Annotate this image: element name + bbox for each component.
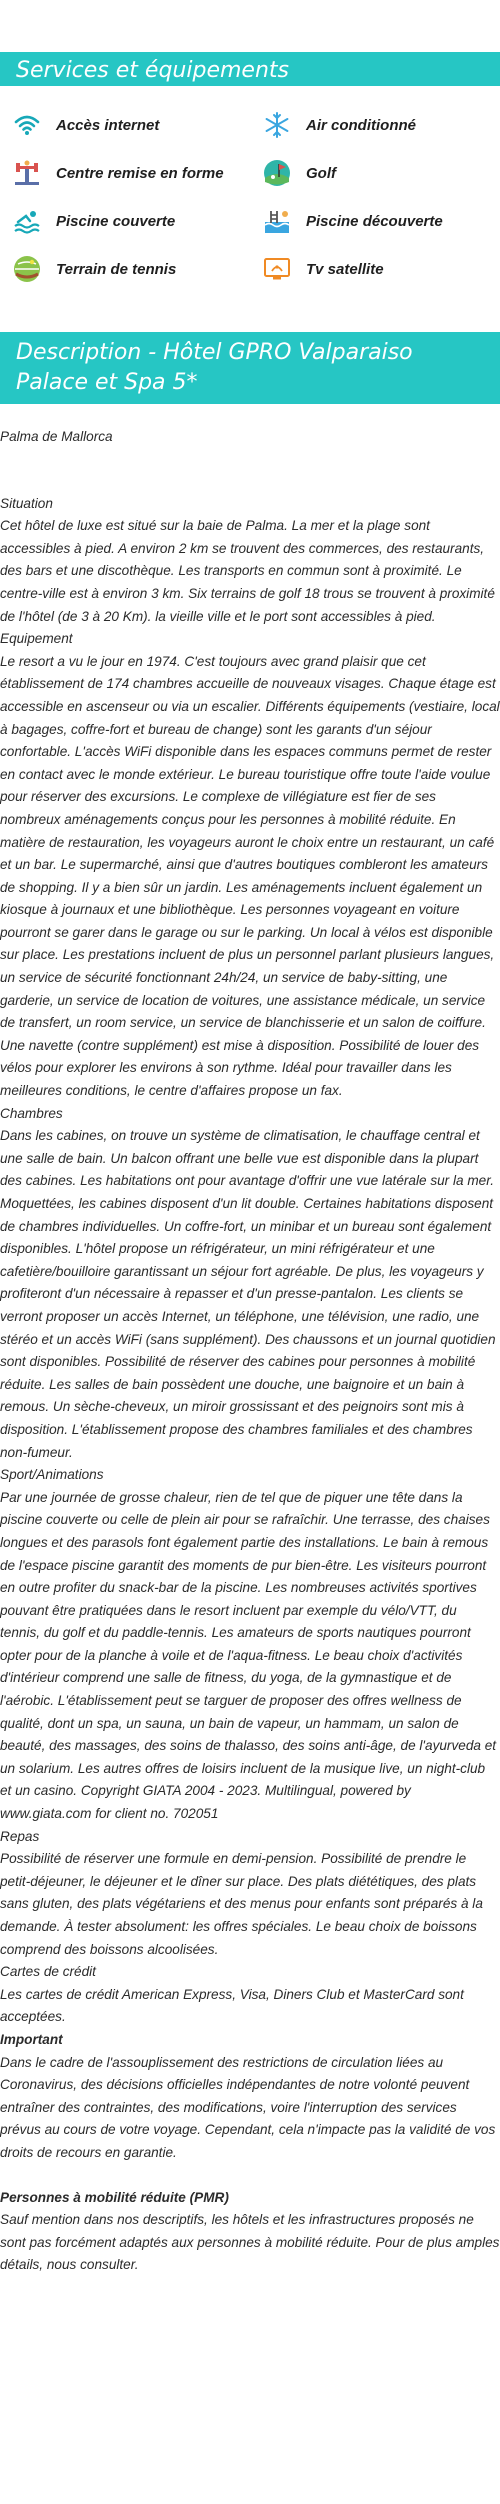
services-banner xyxy=(0,52,500,86)
service-label: Piscine découverte xyxy=(306,212,443,230)
service-label: Accès internet xyxy=(56,116,160,134)
section-text-important: Dans le cadre de l'assouplissement des restrictions de circulation liées au Coronavirus, des décisions officielles indépendantes de notre volonté peuvent entraîner des contraintes, des modifications, voire l'interruption des services prévus au cours de votre voyage. Cependant, cela n'impacte pas la validité de vos droits de recours en garantie. xyxy=(0,2054,496,2160)
section-heading-situation: Situation xyxy=(0,495,53,511)
service-item-internet xyxy=(12,110,262,140)
description-body xyxy=(0,404,500,2277)
spacer xyxy=(0,2165,500,2187)
section-heading-chambres: Chambres xyxy=(0,1105,63,1121)
services-title: Services et équipements xyxy=(16,58,289,83)
section-text-pmr: Sauf mention dans nos descriptifs, les hôtels et les infrastructures proposés ne sont pas forcément adaptés aux personnes à mobilité réduite. Pour de plus amples détails, nous consulter. xyxy=(0,2212,500,2273)
service-item-indoor-pool xyxy=(12,206,262,236)
snowflake-icon xyxy=(262,110,292,140)
section-text-repas: Possibilité de réserver une formule en demi-pension. Possibilité de prendre le petit-déjeuner, le déjeuner et le dîner sur place. Des plats diététiques, des plats sans gluten, des plats végétariens et des menus pour enfants sont préparés à la demande. À tester absolument: les offres spéciales. Le beau choix de boissons comprend des boissons alcoolisées. xyxy=(0,1851,483,1957)
service-item-air-conditioning xyxy=(262,110,500,140)
wifi-icon xyxy=(12,110,42,140)
section-text-situation: Cet hôtel de luxe est situé sur la baie de Palma. La mer et la plage sont accessibles à pied. A environ 2 km se trouvent des commerces, des restaurants, des bars et une discothèque. Les transports en commun sont à proximité. Le centre-ville est à environ 3 km. Six terrains de golf 18 trous se trouvent à proximité de l'hôtel (de 3 à 20 Km). la vieille ville et le port sont accessibles à pied. xyxy=(0,518,495,624)
section-heading-sport: Sport/Animations xyxy=(0,1467,104,1483)
section-heading-cartes: Cartes de crédit xyxy=(0,1964,96,1980)
tv-icon xyxy=(262,254,292,284)
service-label: Golf xyxy=(306,164,336,182)
hotel-city: Palma de Mallorca xyxy=(0,429,113,444)
section-heading-repas: Repas xyxy=(0,1828,40,1844)
section-heading-equipement: Equipement xyxy=(0,631,73,647)
service-item-golf xyxy=(262,158,500,188)
service-label: Terrain de tennis xyxy=(56,260,177,278)
section-heading-important: Important xyxy=(0,2031,63,2047)
service-item-fitness xyxy=(12,158,262,188)
service-item-outdoor-pool xyxy=(262,206,500,236)
services-grid xyxy=(0,86,500,276)
section-text-equipement: Le resort a vu le jour en 1974. C'est toujours avec grand plaisir que cet établissement de 174 chambres accueille de nouveaux visages. Chaque étage est accessible en ascenseur ou via un escalier. Différents équipements (vestiaire, local à bagages, coffre-fort et bureau de change) sont les garants d'un séjour confortable. L'accès WiFi disponible dans les espaces communs permet de rester en contact avec le monde extérieur. Le bureau touristique offre toute l'aide voulue pour réserver des excursions. Le complexe de villégiature est fier de ses nombreux aménagements conçus pour les personnes à mobilité réduite. En matière de restauration, les voyageurs auront le choix entre un restaurant, un café et un bar. Le supermarché, ainsi que d'autres boutiques combleront les amateurs de shopping. Il y a bien sûr un jardin. Les aménagements incluent également un kiosque à journaux et une bibliothèque. Les personnes voyageant en voiture pourront se garer dans le garage ou sur le parking. Un local à vélos est disponible sur place. Les prestations incluent de plus un personnel parlant plusieurs langues, un service de sécurité fonctionnant 24h/24, un service de baby-sitting, une garderie, un service de location de voitures, une assistance médicale, un service de transfert, un room service, un service de blanchisserie et un salon de coiffure. Une navette (contre supplément) est mise à disposition. Possibilité de louer des vélos pour explorer les environs à son rythme. Idéal pour travailler dans les meilleures conditions, le centre d'affaires propose un fax. xyxy=(0,653,500,1099)
service-label: Centre remise en forme xyxy=(56,164,224,182)
outdoor-pool-icon xyxy=(262,206,292,236)
service-label: Air conditionné xyxy=(306,116,416,134)
fitness-icon xyxy=(12,158,42,188)
indoor-pool-icon xyxy=(12,206,42,236)
description-banner xyxy=(0,332,500,404)
spacer xyxy=(0,471,500,493)
service-item-satellite-tv xyxy=(262,254,500,284)
section-text-chambres: Dans les cabines, on trouve un système de climatisation, le chauffage central et une salle de bain. Un balcon offrant une belle vue est disponible dans la plupart des cabines. Les habitations ont pour avantage d'offrir une vue latérale sur la mer. Moquettées, les cabines disposent d'un lit double. Certaines habitations disposent de chambres individuelles. Un coffre-fort, un minibar et un bureau sont également disponibles. L'hôtel propose un réfrigérateur, un mini réfrigérateur et une cafetière/bouilloire garantissant un séjour fort agréable. De plus, les voyageurs y profiteront d'un nécessaire à repasser et d'un presse-pantalon. Les clients se verront proposer un accès Internet, un téléphone, une télévision, une radio, une stéréo et un accès WiFi (sans supplément). Des chaussons et un journal quotidien sont disponibles. Possibilité de réserver des cabines pour personnes à mobilité réduite. Les salles de bain possèdent une douche, une baignoire et un bain à remous. Un sèche-cheveux, un miroir grossissant et des peignoirs sont mis à disposition. L'établissement propose des chambres familiales et des chambres non-fumeur. xyxy=(0,1128,496,1460)
service-label: Piscine couverte xyxy=(56,212,176,230)
tennis-icon xyxy=(12,254,42,284)
service-item-tennis xyxy=(12,254,262,284)
description-title: Description - Hôtel GPRO Valparaiso Palace et Spa 5* xyxy=(16,340,413,395)
service-label: Tv satellite xyxy=(306,260,384,278)
golf-icon xyxy=(262,158,292,188)
section-text-sport: Par une journée de grosse chaleur, rien de tel que de piquer une tête dans la piscine couverte ou celle de plein air pour se rafraîchir. Une terrasse, des chaises longues et des parasols font également partie des installations. Le bain à remous de l'espace piscine garantit des moments de pur bien-être. Les visiteurs pourront en outre profiter du snack-bar de la piscine. Les nombreuses activités sportives pouvant être pratiquées dans le resort incluent par exemple du vélo/VTT, du tennis, du golf et du paddle-tennis. Les amateurs de sports nautiques pourront opter pour de la planche à voile et de l'aqua-fitness. Le beau choix d'activités d'intérieur comprend une salle de fitness, du yoga, de la gymnastique et de l'aérobic. L'établissement peut se targuer de proposer des offres wellness de qualité, dont un spa, un sauna, un bain de vapeur, un hammam, un salon de beauté, des massages, des soins de thalasso, des soins anti-âge, de l'ayurveda et un solarium. Les autres offres de loisirs incluent de la musique live, un night-club et un casino. Copyright GIATA 2004 - 2023. Multilingual, powered by www.giata.com for client no. 702051 xyxy=(0,1489,497,1822)
section-text-cartes: Les cartes de crédit American Express, Visa, Diners Club et MasterCard sont acceptées. xyxy=(0,1986,464,2025)
section-heading-pmr: Personnes à mobilité réduite (PMR) xyxy=(0,2189,229,2205)
